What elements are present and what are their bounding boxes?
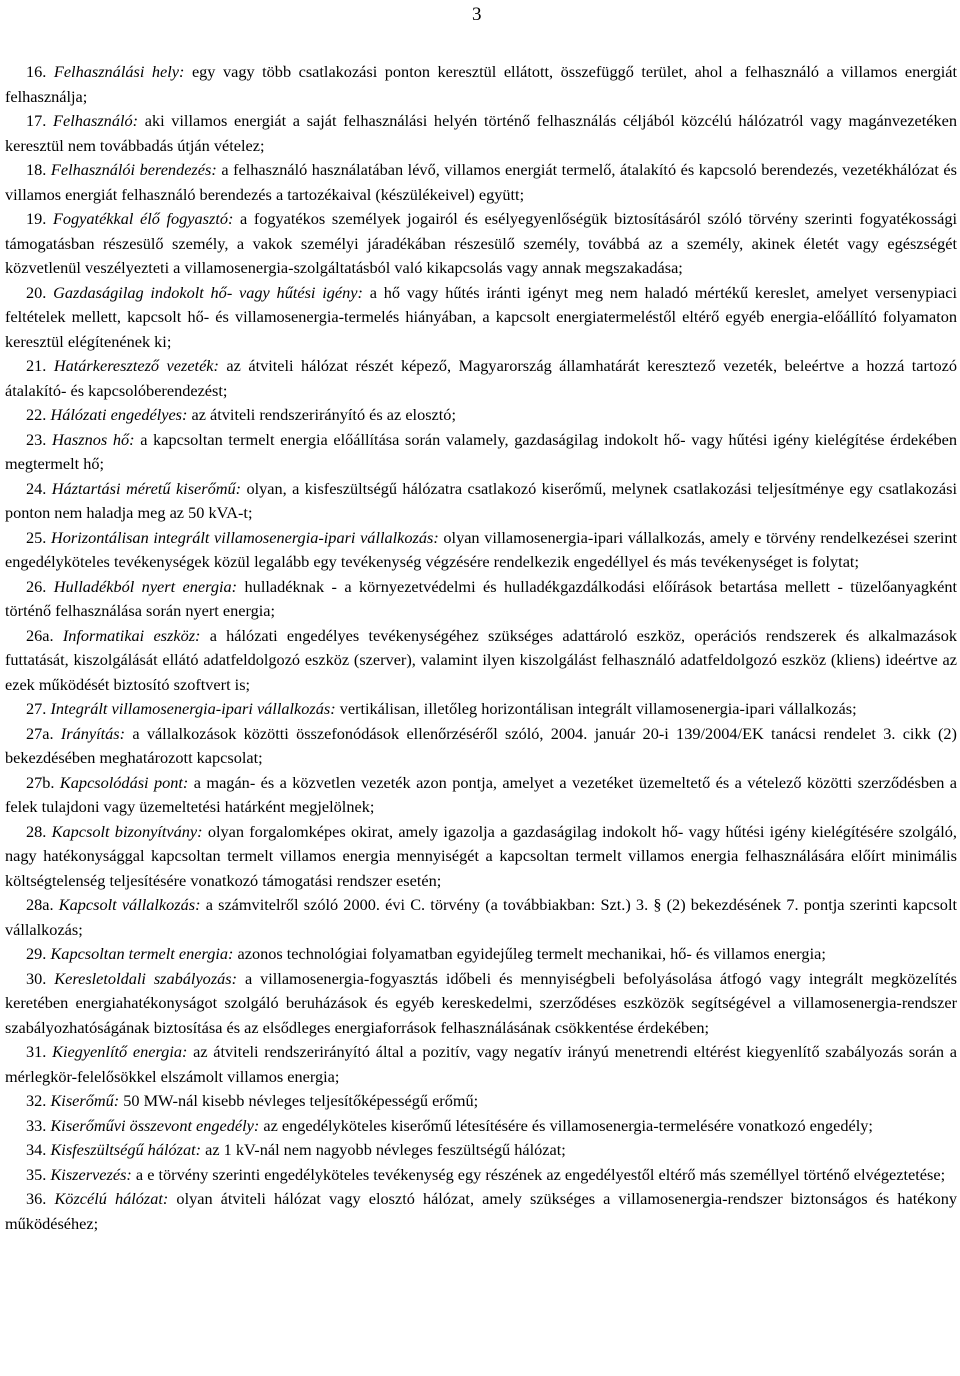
definition-term: Fogyatékkal élő fogyasztó: [52, 209, 234, 228]
definition-text: egy vagy több csatlakozási ponton keresztül ellátott, összefüggő terület, ahol a felhasználó a villamos energiát felhasználja; [5, 62, 958, 106]
definition-item [5, 526, 957, 575]
definition-text: a hálózati engedélyes tevékenységéhez szükséges adattároló eszköz, operációs rendszerek és alkalmazások futtatását, kiszolgálását ellátó adatfeldolgozó eszköz (szerver), valamint ilyen kiszolgálást felhasználó adatfeldolgozó eszköz (kliens) ideértve az ezek működését biztosító szoftvert is; [5, 625, 957, 694]
definition-number: 29. [26, 944, 47, 963]
definition-term: Kapcsolt bizonyítvány: [51, 821, 203, 841]
definition-number: 20. [26, 282, 47, 302]
definition-item [5, 1089, 957, 1114]
definition-term: Hálózati engedélyes: [50, 405, 188, 424]
definition-item [5, 967, 957, 1041]
definition-number: 35. [26, 1164, 47, 1184]
definition-term: Integrált villamosenergia-ipari vállalkozás: [50, 699, 336, 718]
definition-number: 30. [26, 968, 47, 988]
definition-item [5, 109, 957, 158]
definition-text: az 1 kV-nál nem nagyobb névleges feszültségű hálózat; [205, 1140, 566, 1159]
definition-item [5, 893, 957, 942]
definition-text: olyan átviteli hálózat vagy elosztó hálózat, amely szükséges a villamosenergia-rendszer biztonságos és hatékony működéséhez; [5, 1189, 958, 1233]
definition-item [5, 354, 957, 403]
definition-term: Háztartási méretű kiserőmű: [51, 478, 242, 498]
definition-term: Felhasználó: [53, 111, 139, 130]
definition-text: a e törvény szerinti engedélyköteles tevékenység egy részének az engedélyestől eltérő más személlyel történő elvégeztetése; [135, 1164, 946, 1184]
definition-text: a kapcsoltan termelt energia előállítása során valamely, gazdaságilag indokolt hő- vagy hűtési igény kielégítése érdekében megtermelt hő; [5, 429, 958, 473]
definition-number: 34. [26, 1140, 47, 1159]
definition-text: 50 MW-nál kisebb névleges teljesítőképességű erőmű; [123, 1091, 479, 1110]
definition-text: vertikálisan, illetőleg horizontálisan integrált villamosenergia-ipari vállalkozás; [339, 699, 857, 718]
definition-item [5, 624, 957, 698]
definition-number: 27. [26, 699, 47, 718]
definition-text: azonos technológiai folyamatban egyidejűleg termelt mechanikai, hő- és villamos energia; [237, 944, 826, 963]
definition-number: 26a. [26, 625, 54, 645]
definition-number: 27a. [26, 723, 54, 743]
definition-text: a villamosenergia-fogyasztás időbeli és mennyiségbeli befolyásolása átfogó vagy integrált megközelítés keretében energiahatékonyságot szolgáló beruházások és egyéb kereskedelmi, szerződéses eszközök segítségével a villamosenergia-rendszer szabályozhatóságának biztosítása és az elsődleges energiaforrások felhasználásának csökkentése érdekében; [5, 968, 957, 1037]
definition-text: aki villamos energiát a saját felhasználási helyén történő felhasználás céljából közcélú hálózatról vagy magánvezetéken keresztül nem továbbadás útján vételez; [5, 111, 957, 155]
definition-text: a magán- és a közvetlen vezeték azon pontja, amelyet a vezetéket üzemeltető és a vételező közötti szerződésben a felek tulajdoni vagy üzemeltetési határként megjelölnek; [5, 772, 957, 816]
definition-text: a felhasználó használatában lévő, villamos energiát termelő, átalakító és kapcsoló berendezés, vezetékhálózat és villamos energiát felhasználó berendezés a tartozékaival (készülékeivel) együtt; [5, 160, 957, 204]
definition-term: Irányítás: [60, 723, 126, 743]
definition-item [5, 697, 957, 722]
definition-item [5, 722, 957, 771]
definitions-list [5, 60, 957, 1236]
definition-number: 24. [26, 478, 47, 498]
definition-term: Kapcsoltan termelt energia: [50, 944, 234, 963]
definition-term: Hulladékból nyert energia: [53, 576, 238, 596]
definition-term: Felhasználói berendezés: [50, 160, 217, 179]
definition-item [5, 1114, 957, 1139]
definition-term: Horizontálisan integrált villamosenergia-ipari vállalkozás: [51, 527, 439, 547]
definition-item [5, 1138, 957, 1163]
definition-item [5, 820, 957, 894]
definition-item [5, 1163, 957, 1188]
definition-term: Informatikai eszköz: [62, 625, 201, 645]
definition-term: Közcélú hálózat: [54, 1189, 169, 1208]
definition-text: az átviteli hálózat részét képező, Magyarország államhatárát keresztező vezeték, beleértve a hozzá tartozó átalakító- és kapcsolóberendezést; [5, 356, 957, 400]
definition-term: Felhasználási hely: [53, 62, 185, 81]
definition-item [5, 60, 957, 109]
definition-item [5, 281, 957, 355]
definition-number: 31. [26, 1042, 47, 1061]
definition-number: 18. [26, 160, 47, 179]
definition-item [5, 477, 957, 526]
definition-text: hulladéknak - a környezetvédelmi és hulladékgazdálkodási előírások betartása mellett - tüzelőanyagként történő felhasználása során nyert energia; [5, 576, 957, 620]
definition-number: 36. [26, 1189, 47, 1208]
definition-item [5, 1187, 957, 1236]
definition-text: az átviteli rendszerirányító és az elosztó; [191, 405, 456, 424]
page-number: 3 [472, 4, 482, 25]
definition-term: Kiegyenlítő energia: [52, 1042, 188, 1061]
definition-term: Kiszervezés: [50, 1164, 132, 1184]
definition-text: az átviteli rendszerirányító által a pozitív, vagy negatív irányú menetrendi eltérést kiegyenlítő szabályozás során a mérlegkör-felelősökkel elszámolt villamos energia; [5, 1042, 957, 1086]
definition-term: Kisfeszültségű hálózat: [50, 1140, 202, 1159]
definition-number: 26. [26, 576, 47, 596]
definition-text: a számvitelről szóló 2000. évi C. törvény (a továbbiakban: Szt.) 3. § (2) bekezdésének 7. pontja szerinti kapcsolt vállalkozás; [5, 895, 957, 939]
definition-number: 27b. [26, 772, 55, 792]
definition-item [5, 158, 957, 207]
definition-number: 22. [26, 405, 47, 424]
definition-item [5, 1040, 957, 1089]
definition-item [5, 575, 957, 624]
definition-term: Kiserőmű: [50, 1091, 120, 1110]
definition-number: 16. [26, 62, 47, 81]
definition-text: olyan, a kisfeszültségű hálózatra csatlakozó kiserőmű, melynek csatlakozási teljesítménye egy csatlakozási ponton nem haladja meg az 50 kVA-t; [5, 478, 957, 522]
definition-term: Keresletoldali szabályozás: [54, 968, 238, 988]
definition-text: a hő vagy hűtés iránti igényt meg nem haladó mértékű kereslet, amelyet versenypiaci feltételek mellett, kapcsolt hő- és villamosenergia-termelés hiányában, a kapcsolt energiatermeléstől eltérő egyéb energia-előállító folyamaton keresztül elégítenének ki; [5, 282, 957, 351]
definition-term: Kiserőművi összevont engedély: [50, 1115, 260, 1135]
definition-item [5, 942, 957, 967]
definition-term: Kapcsolt vállalkozás: [58, 895, 201, 914]
definition-item [5, 428, 957, 477]
definition-number: 28a. [26, 895, 54, 914]
definition-number: 21. [26, 356, 47, 375]
definition-item [5, 771, 957, 820]
definition-number: 19. [26, 209, 47, 228]
definition-term: Hasznos hő: [52, 429, 135, 449]
definition-number: 32. [26, 1091, 47, 1110]
definition-number: 28. [26, 821, 47, 841]
definition-item [5, 207, 957, 281]
definition-term: Határkeresztező vezeték: [53, 356, 219, 375]
definition-text: a vállalkozások közötti összefonódások ellenőrzéséről szóló, 2004. január 20-i 139/2004/EK tanácsi rendelet 3. cikk (2) bekezdésében meghatározott kapcsolat; [5, 723, 957, 767]
definition-number: 23. [26, 429, 47, 449]
definition-number: 17. [26, 111, 47, 130]
definition-text: az engedélyköteles kiserőmű létesítésére és villamosenergia-termelésére vonatkozó engedély; [263, 1115, 873, 1135]
definition-item [5, 403, 957, 428]
definition-text: a fogyatékos személyek jogairól és esélyegyenlőségük biztosításáról szóló törvény szerinti fogyatékossági támogatásban részesülő személy, a vakok személyi járadékában részesülő személy, továbbá az a személy, akinek életét vagy egészségét közvetlenül veszélyezteti a villamosenergia-szolgáltatásból való kikapcsolás vagy annak megszakadása; [5, 209, 957, 277]
definition-term: Kapcsolódási pont: [59, 772, 189, 792]
definition-text: olyan villamosenergia-ipari vállalkozás, amely e törvény rendelkezései szerint engedélyköteles tevékenységek közül legalább egy tevékenység végzésére rendelkezik engedéllyel és más tevékenységet is folytat; [5, 527, 958, 571]
definition-term: Gazdaságilag indokolt hő- vagy hűtési igény: [53, 282, 363, 302]
definition-number: 33. [26, 1115, 47, 1135]
definition-text: olyan forgalomképes okirat, amely igazolja a gazdaságilag indokolt hő- vagy hűtési igény kielégítésére szolgáló, nagy hatékonysággal kapcsoltan termelt villamos energia mennyiségét a kapcsoltan termelt villamos energia felhasználására előírt minimális költségtelenség teljesítésére vonatkozó támogatási rendszer esetén; [5, 821, 957, 890]
definition-number: 25. [26, 527, 47, 547]
